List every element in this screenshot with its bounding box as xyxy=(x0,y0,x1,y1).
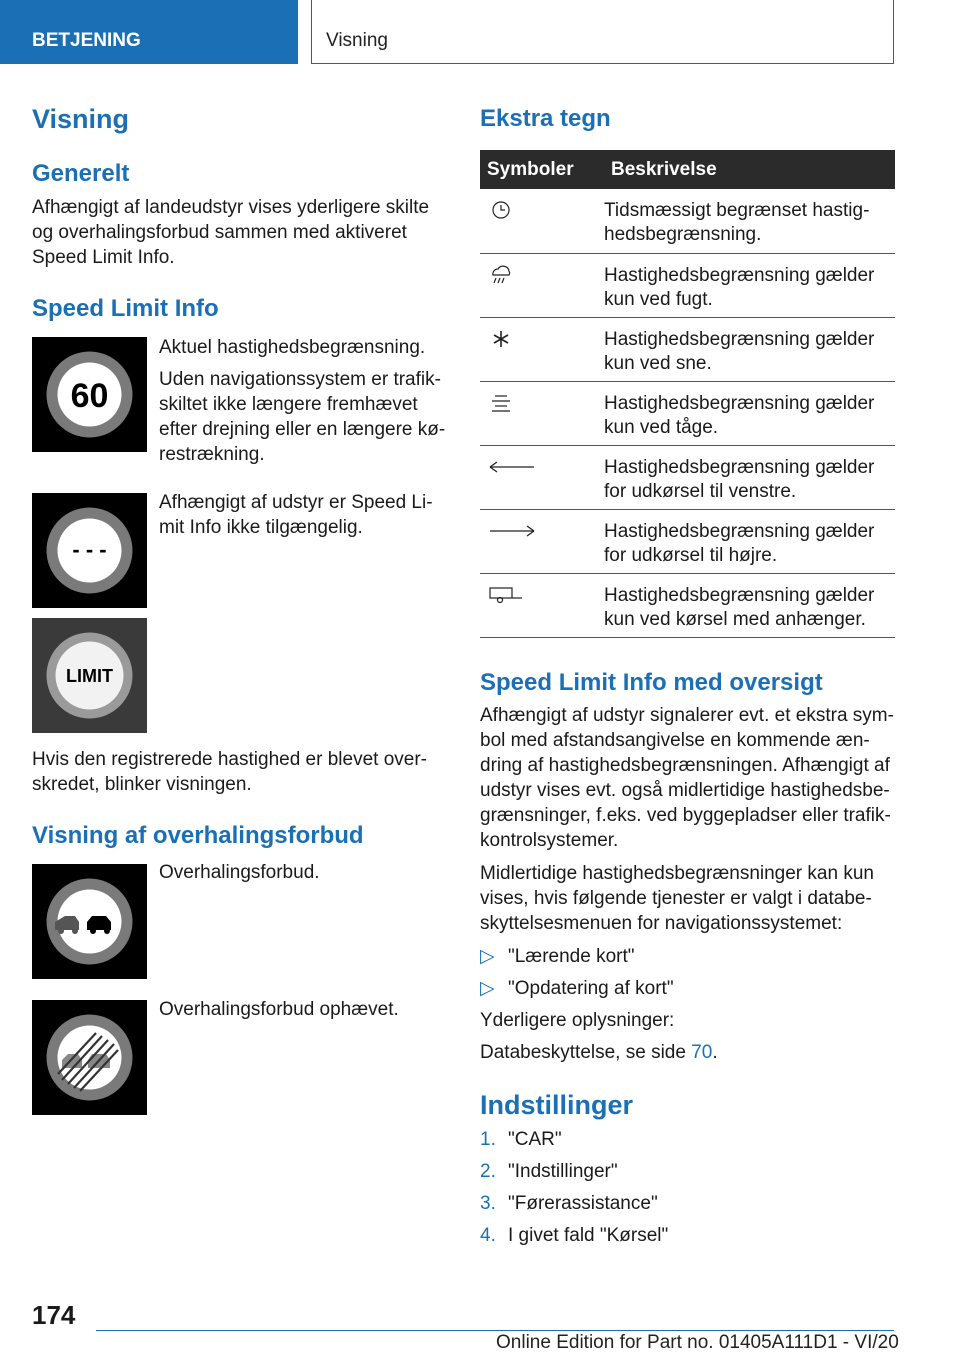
step-number: 2. xyxy=(480,1161,496,1182)
sign-dash-value: - - - xyxy=(72,537,107,562)
speed-sign-unavailable-image xyxy=(32,493,147,608)
table-cell-text: Hastighedsbegrænsning gælder xyxy=(604,520,875,542)
general-text-line: Speed Limit Info. xyxy=(32,247,175,268)
sign-60-value: 60 xyxy=(70,377,109,415)
table-cell-text: kun ved kørsel med anhænger. xyxy=(604,608,866,630)
table-cell-text: kun ved sne. xyxy=(604,352,712,374)
general-heading: Generelt xyxy=(32,160,130,187)
sli-text: efter drejning eller en længere kø- xyxy=(159,419,446,440)
sli-text: restrækning. xyxy=(159,444,265,465)
overview-text: grænsninger, f.eks. ved byggepladser eller trafik- xyxy=(480,805,891,826)
rain-icon xyxy=(486,264,516,286)
settings-heading: Indstillinger xyxy=(480,1090,634,1120)
exceed-text: skredet, blinker visningen. xyxy=(32,774,252,795)
sli-text: Uden navigationssystem er trafik- xyxy=(159,369,441,390)
step-number: 3. xyxy=(480,1193,496,1214)
table-cell-text: kun ved tåge. xyxy=(604,416,719,438)
sign-limit-value: LIMIT xyxy=(66,666,113,686)
table-header-description: Beskrivelse xyxy=(604,150,895,189)
step-number: 4. xyxy=(480,1225,496,1246)
list-item xyxy=(480,976,674,1001)
overview-text: kontrolsystemer. xyxy=(480,830,619,851)
speed-limit-info-heading: Speed Limit Info xyxy=(32,295,219,322)
sli-text: Afhængigt af udstyr er Speed Li- xyxy=(159,492,433,513)
list-item xyxy=(480,1191,658,1216)
table-cell-text: for udkørsel til højre. xyxy=(604,544,778,566)
bullet-marker: ▷ xyxy=(480,946,495,967)
trailer-icon xyxy=(486,584,526,606)
footer-edition: Online Edition for Part no. 01405A111D1 - VI/20 xyxy=(496,1332,899,1353)
table-cell-text: Hastighedsbegrænsning gælder xyxy=(604,264,875,286)
bullet-text: "Opdatering af kort" xyxy=(508,978,674,999)
table-cell-text: hedsbegrænsning. xyxy=(604,224,762,245)
page-title: Visning xyxy=(32,104,130,134)
header-title-box xyxy=(311,0,894,64)
table-row xyxy=(480,445,895,509)
list-item xyxy=(480,1127,562,1152)
general-text-line: og overhalingsforbud sammen med aktiveret xyxy=(32,222,407,243)
table-row xyxy=(480,317,895,381)
exceed-text: Hvis den registrerede hastighed er blevet over- xyxy=(32,749,427,770)
fog-icon xyxy=(486,392,516,414)
speed-sign-60-image xyxy=(32,337,147,452)
clock-icon xyxy=(486,199,516,221)
sli-text: mit Info ikke tilgængelig. xyxy=(159,517,363,538)
arrow-right-icon xyxy=(486,520,538,542)
list-item xyxy=(480,1223,668,1248)
overtaking-ban-image xyxy=(32,864,147,979)
bullet-marker: ▷ xyxy=(480,978,495,999)
table-cell-text: kun ved fugt. xyxy=(604,288,713,310)
step-text: "Indstillinger" xyxy=(508,1161,618,1182)
general-text-line: Afhængigt af landeudstyr vises yderligere skilte xyxy=(32,197,430,218)
footer-divider xyxy=(96,1330,894,1331)
step-text: "Førerassistance" xyxy=(508,1193,658,1214)
table-cell-text: Hastighedsbegrænsning gælder xyxy=(604,456,875,478)
overview-text: Afhængigt af udstyr signalerer evt. et ekstra sym- xyxy=(480,705,894,726)
step-number: 1. xyxy=(480,1129,496,1150)
table-cell-text: for udkørsel til venstre. xyxy=(604,480,797,502)
overview-text: udstyr vises evt. også midlertidige hastighedsbe- xyxy=(480,780,890,801)
overtaking-ban-lifted-image xyxy=(32,1000,147,1115)
table-cell-text: Hastighedsbegrænsning gælder xyxy=(604,584,875,606)
overview-text: bol med afstandsangivelse en kommende æn- xyxy=(480,730,870,751)
table-row xyxy=(480,573,895,637)
header-section-tab xyxy=(0,0,298,64)
table-cell-text: Hastighedsbegrænsning gælder xyxy=(604,328,875,350)
table-row xyxy=(480,381,895,445)
table-row xyxy=(480,253,895,317)
overview-text: Midlertidige hastighedsbegrænsninger kan kun xyxy=(480,863,874,884)
overview-text: skyttelsesmenuen for navigationssystemet: xyxy=(480,913,843,934)
overview-heading: Speed Limit Info med oversigt xyxy=(480,669,823,696)
sli-text: skiltet ikke længere fremhævet xyxy=(159,394,418,415)
sli-text: Aktuel hastighedsbegrænsning. xyxy=(159,337,426,358)
speed-sign-limit-image xyxy=(32,618,147,733)
privacy-reference xyxy=(480,1040,718,1065)
step-text: "CAR" xyxy=(508,1129,562,1150)
arrow-left-icon xyxy=(486,456,538,478)
overtake-text: Overhalingsforbud ophævet. xyxy=(159,999,399,1020)
extra-signs-table xyxy=(480,150,895,638)
overview-text: dring af hastighedsbegrænsningen. Afhængigt af xyxy=(480,755,890,776)
list-item xyxy=(480,944,635,969)
bullet-text: "Lærende kort" xyxy=(508,946,635,967)
list-item xyxy=(480,1159,618,1184)
table-row xyxy=(480,509,895,573)
table-cell-text: Tidsmæssigt begrænset hastig- xyxy=(604,200,870,221)
extra-signs-heading: Ekstra tegn xyxy=(480,105,611,132)
table-header-row xyxy=(480,150,895,189)
overtake-heading: Visning af overhalingsforbud xyxy=(32,822,364,849)
overview-text: vises, hvis følgende tjenester er valgt i databe- xyxy=(480,888,872,909)
header-title-label: Visning xyxy=(326,30,388,51)
snowflake-icon xyxy=(486,328,516,350)
more-info-text: Yderligere oplysninger: xyxy=(480,1010,675,1031)
table-row xyxy=(480,189,895,253)
table-header-symbols: Symboler xyxy=(480,150,604,189)
page-link[interactable]: 70 xyxy=(691,1042,713,1063)
table-cell-text: Hastighedsbegrænsning gælder xyxy=(604,392,875,414)
privacy-end: . xyxy=(712,1042,718,1063)
overtake-text: Overhalingsforbud. xyxy=(159,862,320,883)
header-section-label: BETJENING xyxy=(32,30,141,51)
privacy-text: Databeskyttelse, se side xyxy=(480,1042,692,1063)
step-text: I givet fald "Kørsel" xyxy=(508,1225,669,1246)
page-number: 174 xyxy=(32,1300,76,1330)
